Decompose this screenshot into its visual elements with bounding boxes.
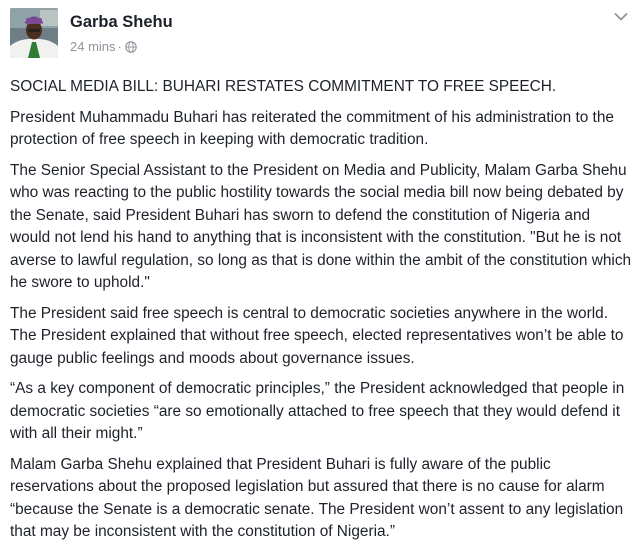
separator-dot: · bbox=[117, 39, 122, 54]
post-paragraph: Malam Garba Shehu explained that President Buhari is fully aware of the public reservations about the proposed legislation but assured that there is no cause for alarm “because the Senate is a democratic senate. The President won’t assent to any legislation that may be inconsistent with the constitution of Nigeria.” bbox=[10, 455, 624, 540]
chevron-down-icon[interactable] bbox=[614, 12, 628, 22]
post-paragraph: The President said free speech is central to democratic societies anywhere in the world. The President explained that without free speech, elected representatives won’t be able to gauge public feelings and moods about governance issues. bbox=[10, 304, 624, 367]
post-subline bbox=[70, 39, 173, 55]
post-paragraph: The Senior Special Assistant to the President on Media and Publicity, Malam Garba Shehu who was reacting to the public hostility towards the social media bill now being debated by the Senate, said President Buhari has sworn to defend the constitution of Nigeria and would not lend his hand to anything that is inconsistent with the constitution. "But he is not averse to lawful regulation, so long as that is done within the ambit of the constitution which he swore to uphold." bbox=[10, 161, 632, 291]
post-headline: SOCIAL MEDIA BILL: BUHARI RESTATES COMMITMENT TO FREE SPEECH. bbox=[10, 78, 557, 95]
author-name[interactable]: Garba Shehu bbox=[70, 13, 173, 31]
post-header bbox=[10, 8, 173, 60]
post-body bbox=[10, 76, 632, 552]
post-meta bbox=[70, 8, 173, 55]
globe-icon[interactable] bbox=[125, 41, 137, 53]
post-paragraph: “As a key component of democratic principles,” the President acknowledged that people in democratic societies “are so emotionally attached to free speech that they would defend it with all their might.” bbox=[10, 380, 625, 442]
avatar[interactable] bbox=[10, 8, 58, 58]
post-paragraph: President Muhammadu Buhari has reiterated the commitment of his administration to the protection of free speech in keeping with democratic tradition. bbox=[10, 108, 614, 148]
timestamp[interactable]: 24 mins bbox=[70, 39, 116, 54]
